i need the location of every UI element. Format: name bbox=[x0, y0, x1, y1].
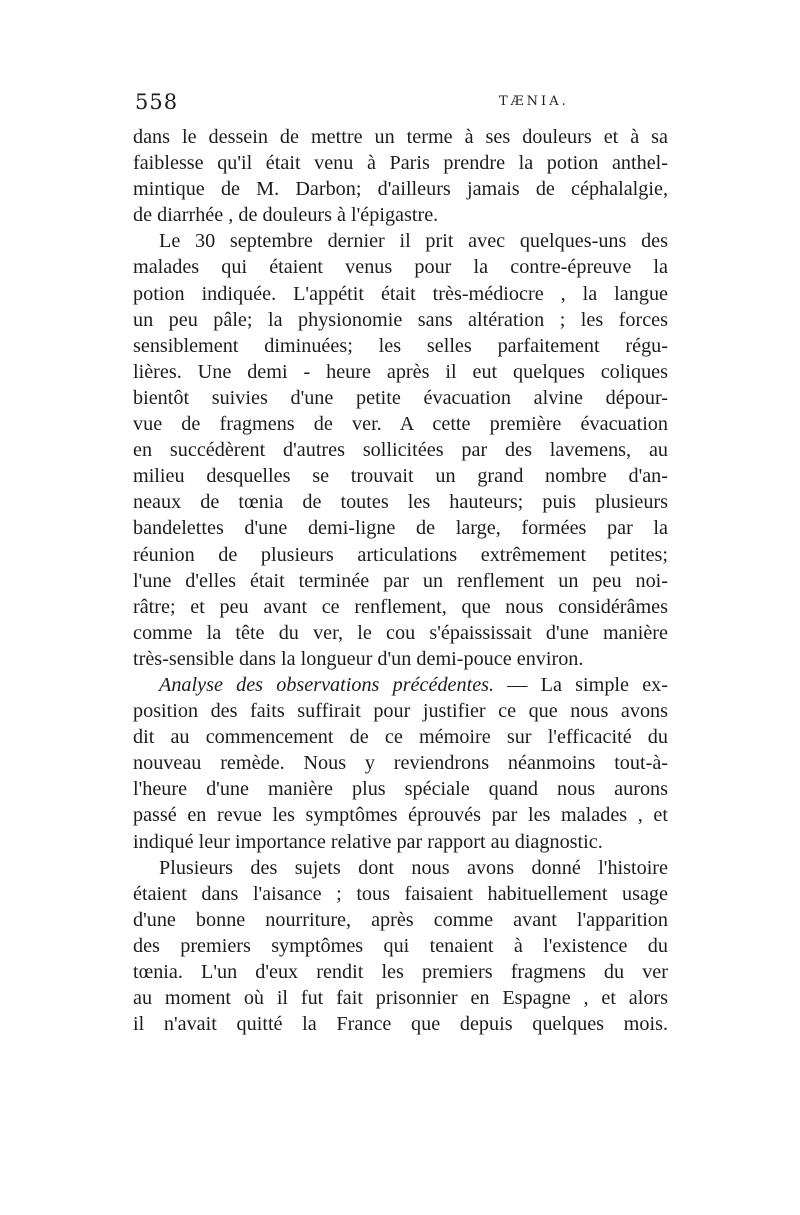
text-line: passé en revue les symptômes éprouvés par les malades , et bbox=[133, 804, 668, 827]
text-line: il n'avait quitté la France que depuis quelques mois. bbox=[133, 1013, 668, 1036]
text-line: dans le dessein de mettre un terme à ses douleurs et à sa bbox=[133, 126, 668, 148]
section-heading: Analyse des observations précédentes. bbox=[159, 673, 495, 696]
section-heading-rest: — La simple ex- bbox=[494, 673, 668, 696]
text-line: réunion de plusieurs articulations extrêmement petites; bbox=[133, 543, 668, 566]
text-line: milieu desquelles se trouvait un grand nombre d'an- bbox=[133, 465, 668, 488]
text-line: bandelettes d'une demi-ligne de large, formées par la bbox=[133, 517, 668, 540]
text-line: comme la tête du ver, le cou s'épaississait d'une manière bbox=[133, 621, 668, 644]
page-header bbox=[133, 90, 668, 120]
text-line: Plusieurs des sujets dont nous avons donné l'histoire bbox=[159, 856, 668, 879]
text-line: l'une d'elles était terminée par un renflement un peu noi- bbox=[133, 569, 668, 592]
text-line: nouveau remède. Nous y reviendrons néanmoins tout-à- bbox=[133, 752, 668, 775]
text-line: râtre; et peu avant ce renflement, que nous considérâmes bbox=[133, 595, 668, 618]
text-line: en succédèrent d'autres sollicitées par des lavemens, au bbox=[133, 439, 668, 462]
text-line: très-sensible dans la longueur d'un demi-pouce environ. bbox=[133, 647, 584, 670]
text-line: faiblesse qu'il était venu à Paris prendre la potion anthel- bbox=[133, 152, 668, 175]
text-line: tœnia. L'un d'eux rendit les premiers fragmens du ver bbox=[133, 961, 668, 983]
text-line: mintique de M. Darbon; d'ailleurs jamais de céphalalgie, bbox=[133, 178, 668, 201]
text-line: bientôt suivies d'une petite évacuation alvine dépour- bbox=[133, 386, 668, 409]
running-head: TÆNIA. bbox=[499, 94, 569, 109]
text-line: position des faits suffirait pour justifier ce que nous avons bbox=[133, 700, 668, 723]
text-line: sensiblement diminuées; les selles parfaitement régu- bbox=[133, 334, 668, 357]
text-line-section-heading bbox=[133, 672, 668, 698]
text-line: au moment où il fut fait prisonnier en Espagne , et alors bbox=[133, 987, 668, 1010]
text-line: un peu pâle; la physionomie sans altération ; les forces bbox=[133, 308, 668, 331]
text-line: neaux de tœnia de toutes les hauteurs; puis plusieurs bbox=[133, 491, 668, 514]
text-line: de diarrhée , de douleurs à l'épigastre. bbox=[133, 204, 439, 227]
text-line: dit au commencement de ce mémoire sur l'efficacité du bbox=[133, 726, 668, 749]
text-line: l'heure d'une manière plus spéciale quand nous aurons bbox=[133, 778, 668, 801]
text-line: lières. Une demi - heure après il eut quelques coliques bbox=[133, 360, 668, 383]
body-text bbox=[133, 124, 668, 1037]
text-line: Le 30 septembre dernier il prit avec quelques-uns des bbox=[159, 230, 668, 253]
text-line: d'une bonne nourriture, après comme avant l'apparition bbox=[133, 908, 668, 931]
text-line: indiqué leur importance relative par rapport au diagnostic. bbox=[133, 830, 603, 853]
page-number: 558 bbox=[135, 90, 179, 114]
text-line: vue de fragmens de ver. A cette première évacuation bbox=[133, 413, 668, 436]
text-line: malades qui étaient venus pour la contre-épreuve la bbox=[133, 256, 668, 279]
text-line: des premiers symptômes qui tenaient à l'existence du bbox=[133, 934, 668, 957]
text-line: étaient dans l'aisance ; tous faisaient habituellement usage bbox=[133, 882, 668, 905]
text-line: potion indiquée. L'appétit était très-médiocre , la langue bbox=[133, 282, 668, 305]
